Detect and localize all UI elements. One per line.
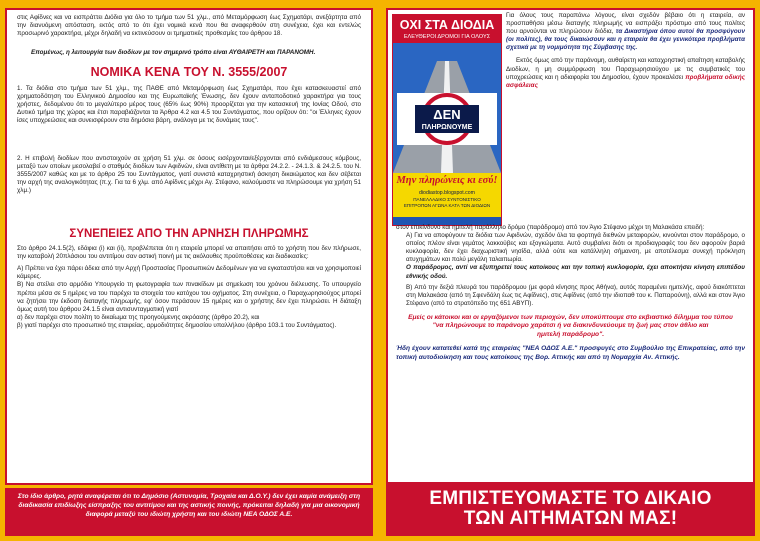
left-content — [17, 14, 361, 330]
legal-gap-1: 1. Τα διόδια στο τμήμα των 51 χλμ., της ΠΑΘΕ από Μεταμόρφωση έως Σχηματάρι, που έχει κατασκευαστεί από χρηματοδότηση του Ελληνικού Δημοσίου και της Ευρωπαϊκής Ένωσης, δεν έχουν ανταποδοτικό χαρακτήρα για τους χρήστες, δεδομένου ότι το μεγαλύτερο μέρος τους (65% έως 90%) προορίζεται για την κατασκευή της Ιονίας Οδού, στο Δυτικό τμήμα της χώρας και έτσι παραβιάζονται τα Άρθρα 4.2 και 4.5 του Συντάγματος, που ορίζουν ότι: "οι Έλληνες έχουν ίσες υποχρεώσεις και συνεισφέρουν στα δημόσια βάρη, ανάλογα με τις δυνάμεις τους". — [17, 85, 361, 125]
right-footer-line-2: ΤΩΝ ΑΙΤΗΜΑΤΩΝ ΜΑΣ! — [463, 508, 678, 529]
intro-paragraph: στις Αφίδνες και να εισπράττει Διόδια για όλο το τμήμα των 51 χλμ., από Μεταμόρφωση έως Σχηματάρι, ανεξάρτητα από την διανυόμενη απόσταση, εκτός από το ότι έχει νομικά κενά που θα αναφερθούν στη συνέχεια, έχει και εντελώς προσωρινό χαρακτήρα, μέχρι δηλαδή να εκτινεύσουν οι τμηματικές προθεσμίες του άρθρου 18. — [17, 14, 361, 38]
right-footer — [386, 482, 755, 536]
right-p2-emph: προβλήματα οδικής ασφάλειας — [506, 73, 746, 89]
right-bottom-content — [396, 224, 745, 362]
sign-text-2: ΠΛΗΡΩΝΟΥΜΕ — [421, 124, 473, 131]
right-p2: Εκτός όμως από την παράνομη, αυθαίρετη και καταχρηστική απαίτηση καταβολής Διοδίων, η μη συμμόρφωση του Παραχωρησιούχου με τις συμβατικές του υποχρεώσεις και η αδιαφορία του Δημοσίου, έχουν προκαλέσει — [506, 57, 745, 81]
logo-subtitle: ΕΛΕΥΘΕΡΟΙ ΔΡΟΜΟΙ ΓΙΑ ΟΛΟΥΣ — [393, 33, 501, 43]
road-problem-a: A) Για να αποφύγουν τα διόδια των Αφιδνών, σχεδόν όλα τα φορτηγά διεθνών μεταφορών, κινούνται στον παράδρομο, ο οποίος πλέον είναι γεμάτος λακκούβες και εξογκώματα. Αυτό συμβαίνει διότι οι προδιαγραφές του δεν αφορούν βαριά κυκλοφορία, δεν έχει διαχωριστική νησίδα, αλλά ούτε και κατάλληλη σήμανση, με αποτέλεσμα συνεχή πρόκληση ατυχημάτων και πολύ μεγάλη ταλαιπωρία. — [406, 232, 745, 264]
right-panel — [386, 8, 755, 485]
heading-legal-gaps: ΝΟΜΙΚΑ ΚΕΝΑ ΤΟΥ Ν. 3555/2007 — [90, 65, 288, 80]
road-illustration — [393, 43, 501, 173]
logo-org-1: ΠΑΝΕΛΛΑΔΙΚΟ ΣΥΝΤΟΝΙΣΤΙΚΟ — [393, 197, 501, 203]
logo-org-2: ΕΠΙΤΡΟΠΩΝ ΑΓΩΝΑ ΚΑΤΑ ΤΩΝ ΔΙΟΔΙΩΝ — [393, 203, 501, 217]
left-footer: Στο ίδιο άρθρο, ρητά αναφέρεται ότι το Δημόσιο (Αστυνομία, Τροχαία και Δ.Ο.Υ.) δεν έχει καμία ανάμειξη στη διαδικασία επιδίωξης είσπραξης του αντιτίμου και της αστικής ποινής, πρόκειται δηλαδή για μια οικονομική διαφορά μεταξύ του ιδιώτη χρήστη και του ιδιώτη ΝΕΑ ΟΔΟΣ Α.Ε. — [5, 488, 373, 536]
logo-site: diodiastop.blogspot.com — [393, 189, 501, 197]
right-footer-line-1: ΕΜΠΙΣΤΕΥΟΜΑΣΤΕ ΤΟ ΔΙΚΑΙΟ — [429, 488, 712, 509]
road-problem-a-emph: Ο παράδρομος, αντί να εξυπηρετεί τους κατοίκους και την τοπική κυκλοφορία, έχει αποκτήσει κίνηση επιπέδου εθνικής οδού. — [406, 264, 745, 280]
left-panel — [5, 8, 373, 485]
right-p1-emph: τα Δικαστήρια όπου αυτοί θα προσφύγουν (οι πολίτες), θα τους δικαιώσουν και η εταιρεία θα έχει γενικότερα προβλήματα σχετικά με τη νομιμότητα της Σύμβασης της. — [506, 28, 745, 52]
consequences-intro: Στο άρθρο 24.1.5(2), εδάφια (i) και (ii), προβλέπεται ότι η εταιρεία μπορεί να απαιτήσει από το χρήστη που δεν πλήρωσε, την καταβολή 20πλάσιου του αντιτίμου σαν αστική ποινή με τις ακόλουθες προϋποθέσεις και διαδικασίες: — [17, 245, 361, 261]
condition-b: B) Να στείλει στο αρμόδιο Υπουργείο τη φωτογραφία των πινακίδων με σημείωση του χρόνου διέλευσης. Το υπουργείο πρέπει μέσα σε 5 ημέρες να του παρέχει τα στοιχεία του κατόχου του οχήματος. Στη συνέχεια, ο Παραχωρησιούχος μπορεί να ζητήσει την έκδοση διαταγής πληρωμής, εφ' όσον περάσουν 15 ημέρες και ο χρήστης δεν έχει πληρώσει. Η διάταξη όμως αυτή του άρθρου 24.1.5 είναι αντισυνταγματική γιατί — [17, 281, 361, 313]
right-top-content — [506, 12, 745, 90]
residents-quote-1: Εμείς οι κάτοικοι και οι εργαζόμενοι των περιοχών, δεν υποκύπτουμε στο εκβιαστικό δίλημμα του τύπου — [408, 313, 733, 321]
condition-a: A) Πρέπει να έχει πάρει άδεια από την Αρχή Προστασίας Προσωπικών Δεδομένων για να εγκαταστήσει και να χρησιμοποιεί κάμερες. — [17, 265, 361, 281]
right-paragraph-1 — [506, 12, 745, 52]
right-p1-start: Για όλους τους παραπάνω λόγους, είναι σχεδόν βέβαιο ότι η εταιρεία, αν προσπαθήσει μέσω διαταγής πληρωμής να εισπράξει πρόστιμο από τους πολίτες που αρνούνται να πληρώσουν διόδια, — [506, 12, 745, 36]
campaign-logo — [392, 14, 502, 226]
logo-title: ΟΧΙ ΣΤΑ ΔΙΟΔΙΑ — [393, 15, 501, 33]
sign-text-1: ΔΕΝ — [433, 107, 461, 122]
reason-a: α) δεν παρέχει στον πολίτη το δικαίωμα της προηγούμενης ακρόασης (άρθρο 20.2), και — [17, 313, 260, 321]
logo-slogan: Μην πληρώνεις κι εσύ! — [393, 173, 501, 189]
legal-gap-2: 2. Η επιβολή διοδίων που αντιστοιχούν σε χρήση 51 χλμ. σε όσους εισέρχονται/εξέρχονται από ενδιάμεσους κόμβους, μεταξύ των οποίων μεσολαβεί ο σταθμός διοδίων των Αφιδνών, είναι αντίθετη με τα άρθρα 24.2.2. - 24.1.3. & 24.2.5. του Ν. 3555/2007 καθώς και με το άρθρο 25 του Συντάγματος, γιατί συνιστά καταχρηστική άσκηση δικαιώματος και δεν σέβεται την αρχή της αναλογικότητας (π.χ. Για τα 6 χλμ. από Αφίδνες μέχρι Αγ. Στέφανο, καλούμαστε να πληρώσουμε για χρήση 51 χλμ.) — [17, 155, 361, 195]
conclusion-paragraph: Επομένως, η λειτουργία των διοδίων με τον σημερινό τρόπο είναι ΑΥΘΑΙΡΕΤΗ και ΠΑΡΑΝΟΜΗ. — [31, 49, 316, 56]
right-p2-end: στον επικίνδυνο και ημιτελή παράλληλο δρόμο (παράδρομο) από τον Άγιο Στέφανο μέχρι τη Μαλακάσα επειδή: — [396, 224, 705, 231]
appeals-paragraph: Ήδη έχουν κατατεθεί κατά της εταιρείας "ΝΕΑ ΟΔΟΣ Α.Ε." προσφυγές στο Συμβούλιο της Επικρατείας, από την τοπική αυτοδιοίκηση και τους κατοίκους της Βορ. Αττικής και από τη Νομαρχία Αν. Αττικής. — [396, 345, 745, 361]
road-problem-b: B) Από την δεξιά πλευρά του παράδρομου (με φορά κίνησης προς Αθήνα), αυτός παραμένει ημιτελής, αφού διακόπτεται στη Μαλακάσα (από τη Σφενδάλη έως τις Αφίδνες), στις Αφίδνες (από την ιδιοπαθ του κ. Παπαρούνη), αλλά και στον Άγιο Στέφανο (από το στρατόπεδο της 651 ΑΒΥΠ). — [406, 283, 745, 307]
right-paragraph-2 — [506, 57, 745, 89]
residents-quote-2: "να πληρώνουμε το παράνομο χαράτσι ή να διακινδυνεύουμε τη ζωή μας στον άθλιο και ημιτελή παράδρομο". — [432, 322, 709, 338]
reason-b: β) γιατί παρέχει στο προσωπικό της εταιρείας, αρμοδιότητες δημοσίου υπαλλήλου (άρθρο 103.1 του Συντάγματος). — [17, 321, 337, 329]
heading-consequences: ΣΥΝΕΠΕΙΕΣ ΑΠΟ ΤΗΝ ΑΡΝΗΣΗ ΠΛΗΡΩΜΗΣ — [69, 228, 309, 241]
